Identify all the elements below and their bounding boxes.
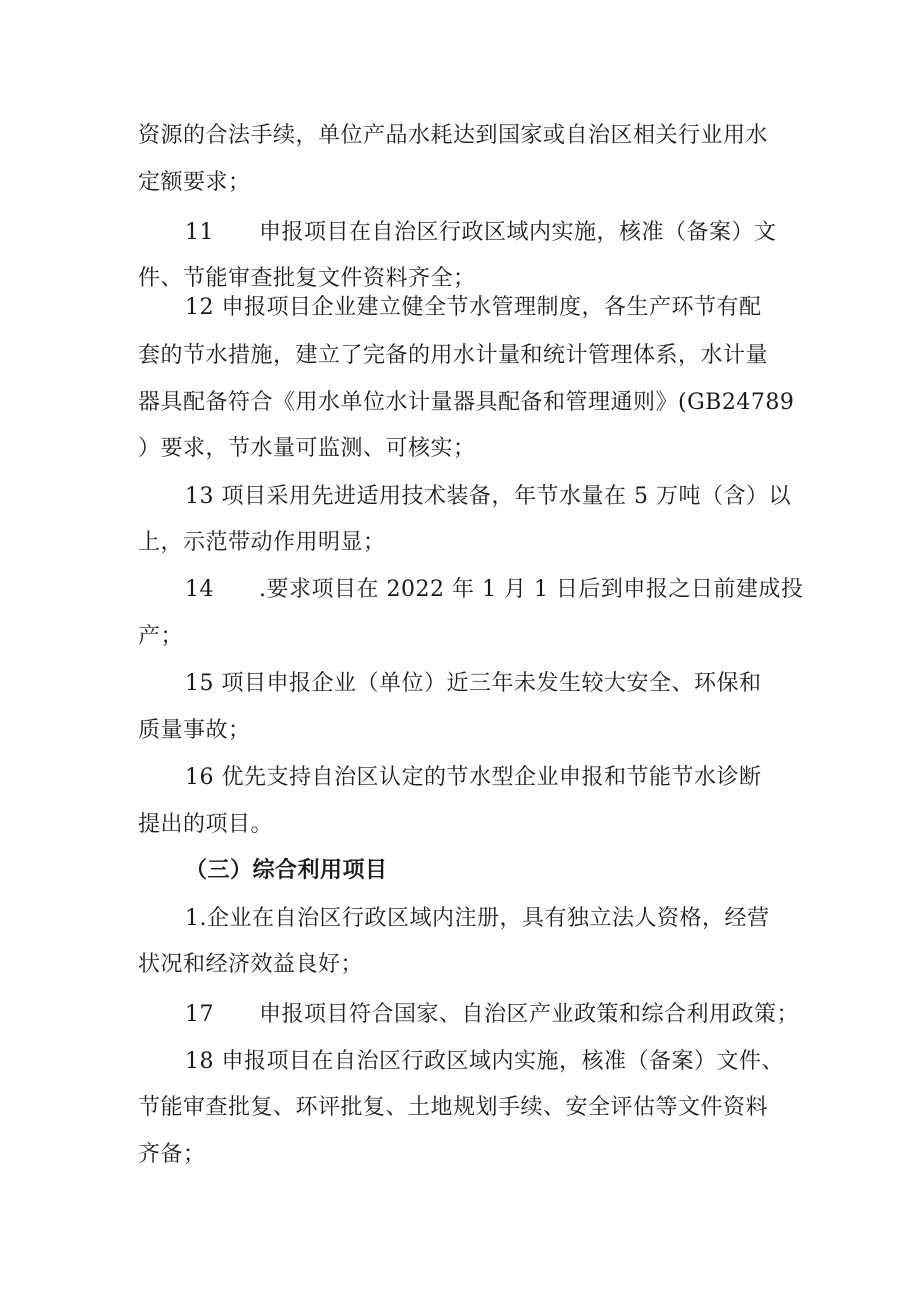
- paragraph-line: 节能审查批复、环评批复、土地规划手续、安全评估等文件资料: [138, 1095, 769, 1120]
- section-heading: （三）综合利用项目: [185, 858, 388, 883]
- paragraph-line: 件、节能审查批复文件资料齐全；: [138, 266, 476, 291]
- paragraph-line: 套的节水措施，建立了完备的用水计量和统计管理体系，水计量: [138, 343, 769, 368]
- paragraph-line: 资源的合法手续，单位产品水耗达到国家或自治区相关行业用水: [138, 123, 769, 148]
- paragraph-line: ）要求，节水量可监测、可核实；: [138, 436, 476, 461]
- paragraph-line: 器具配备符合《用水单位水计量器具配备和管理通则》(GB24789: [138, 390, 795, 415]
- paragraph-line: 1.企业在自治区行政区域内注册，具有独立法人资格，经营: [185, 906, 770, 931]
- paragraph-line: 18 申报项目在自治区行政区域内实施，核准（备案）文件、: [185, 1049, 784, 1074]
- paragraph-line: 上，示范带动作用明显；: [138, 530, 386, 555]
- paragraph-line: 状况和经济效益良好；: [138, 952, 364, 977]
- paragraph-line: 14 .要求项目在 2022 年 1 月 1 日后到申报之日前建成投: [185, 577, 804, 602]
- paragraph-line: 质量事故；: [138, 718, 251, 743]
- paragraph-line: 15 项目申报企业（单位）近三年未发生较大安全、环保和: [185, 671, 762, 696]
- paragraph-line: 定额要求；: [138, 170, 251, 195]
- paragraph-line: 齐备；: [138, 1142, 206, 1167]
- paragraph-line: 提出的项目。: [138, 812, 274, 837]
- paragraph-line: 12 申报项目企业建立健全节水管理制度，各生产环节有配: [185, 295, 762, 320]
- paragraph-line: 产；: [138, 624, 184, 649]
- paragraph-line: 17 申报项目符合国家、自治区产业政策和综合利用政策；: [185, 1002, 799, 1027]
- paragraph-line: 16 优先支持自治区认定的节水型企业申报和节能节水诊断: [185, 765, 762, 790]
- paragraph-line: 13 项目采用先进适用技术装备，年节水量在 5 万吨（含）以: [185, 484, 791, 509]
- paragraph-line: 11 申报项目在自治区行政区域内实施，核准（备案）文: [185, 220, 777, 245]
